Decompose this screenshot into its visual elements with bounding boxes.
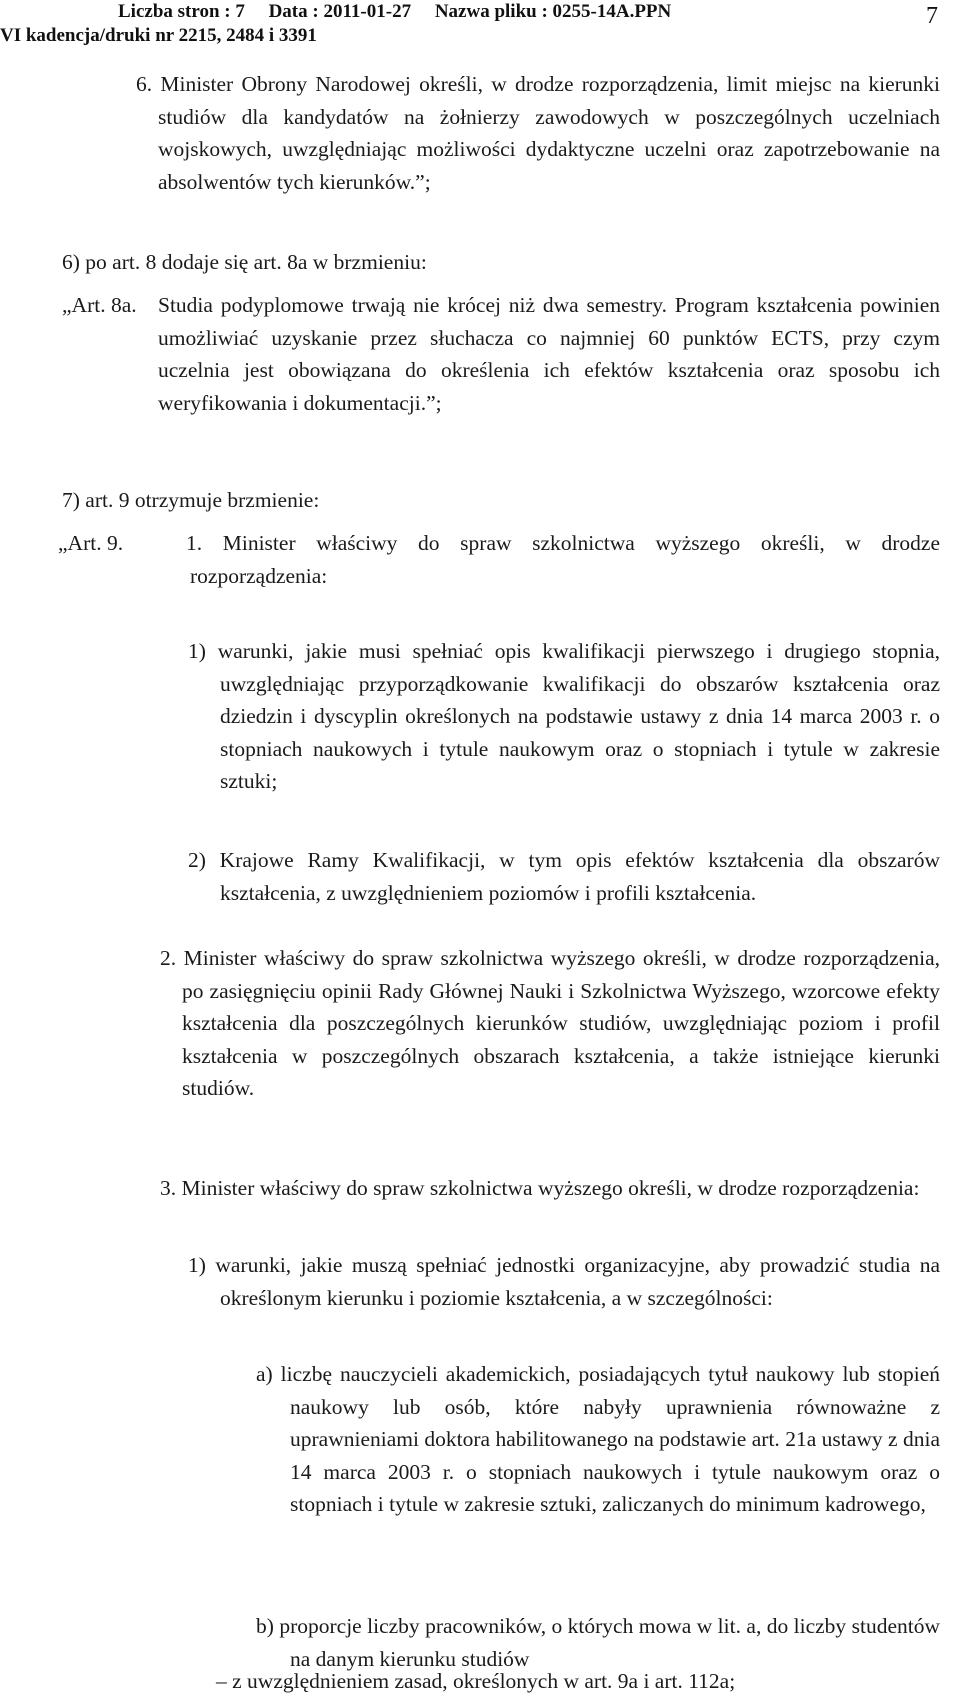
header-metadata-line: Liczba stron : 7 Data : 2011-01-27 Nazwa pliku : 0255-14A.PPN — [118, 1, 672, 22]
article-label: „Art. 9. — [58, 531, 124, 555]
art-9-ust-3-lit-a — [256, 1358, 940, 1521]
paragraph-text: 6) po art. 8 dodaje się art. 8a w brzmieniu: — [62, 250, 427, 274]
paragraph-text: – z uwzględnieniem zasad, określonych w art. 9a i art. 112a; — [216, 1669, 736, 1693]
paragraph-text: 3. Minister właściwy do spraw szkolnictwa wyższego określi, w drodze rozporządzenia: — [160, 1176, 920, 1200]
art-9-ust-3-closing-clause — [216, 1665, 940, 1698]
point-6-po-art-8 — [62, 246, 940, 279]
paragraph-text: 1) warunki, jakie musi spełniać opis kwalifikacji pierwszego i drugiego stopnia, uwzględniając przyporządkowanie kwalifikacji do obszarów kształcenia oraz dziedzin i dyscyplin określonych na podstawie ustawy z dnia 14 marca 2003 r. o stopniach naukowych i tytule naukowym oraz o stopniach i tytule w zakresie sztuki; — [188, 639, 940, 793]
paragraph-text: 7) art. 9 otrzymuje brzmienie: — [62, 488, 320, 512]
article-label: „Art. 8a. — [62, 293, 137, 317]
point-7-art-9 — [62, 484, 940, 517]
page-header — [0, 0, 960, 48]
paragraph-6 — [136, 68, 940, 198]
paragraph-text: 1) warunki, jakie muszą spełniać jednostki organizacyjne, aby prowadzić studia na określonym kierunku i poziomie kształcenia, a w szczególności: — [188, 1253, 940, 1310]
article-8a — [62, 289, 940, 419]
page-number: 7 — [926, 3, 938, 29]
paragraph-text: 6. Minister Obrony Narodowej określi, w drodze rozporządzenia, limit miejsc na kierunki studiów dla kandydatów na żołnierzy zawodowych w poszczególnych uczelniach wojskowych, uwzględniając możliwości dydaktyczne uczelni oraz zapotrzebowanie na absolwentów tych kierunków.”; — [136, 72, 940, 194]
art-9-pkt-2 — [188, 844, 940, 909]
paragraph-text: Studia podyplomowe trwają nie krócej niż dwa semestry. Program kształcenia powinien umożliwiać uzyskanie przez słuchacza co najmniej 60 punktów ECTS, przy czym uczelnia jest obowiązana do określenia ich efektów kształcenia oraz sposobu ich weryfikowania i dokumentacji.”; — [158, 293, 940, 415]
art-9-ust-3-pkt-1 — [188, 1249, 940, 1314]
article-9-ust-3 — [160, 1172, 940, 1205]
article-9-ust-2 — [160, 942, 940, 1105]
art-9-pkt-1 — [188, 635, 940, 798]
paragraph-text: 2) Krajowe Ramy Kwalifikacji, w tym opis efektów kształcenia dla obszarów kształcenia, z uwzględnieniem poziomów i profili kształcenia. — [188, 848, 940, 905]
paragraph-text: 2. Minister właściwy do spraw szkolnictwa wyższego określi, w drodze rozporządzenia, po zasięgnięciu opinii Rady Głównej Nauki i Szkolnictwa Wyższego, wzorcowe efekty kształcenia dla poszczególnych kierunków studiów, uwzględniając poziom i profil kształcenia w poszczególnych obszarach kształcenia, a także istniejące kierunki studiów. — [160, 946, 940, 1100]
paragraph-text: b) proporcje liczby pracowników, o których mowa w lit. a, do liczby studentów na danym kierunku studiów — [256, 1614, 940, 1671]
article-9-ust-1 — [58, 527, 940, 592]
paragraph-text: 1. Minister właściwy do spraw szkolnictwa wyższego określi, w drodze rozporządzenia: — [186, 531, 940, 588]
header-druk-line: VI kadencja/druki nr 2215, 2484 i 3391 — [0, 25, 317, 46]
paragraph-text: a) liczbę nauczycieli akademickich, posiadających tytuł naukowy lub stopień naukowy lub osób, które nabyły uprawnienia równoważne z uprawnieniami doktora habilitowanego na podstawie art. 21a ustawy z dnia 14 marca 2003 r. o stopniach naukowych i tytule naukowym oraz o stopniach i tytule w zakresie sztuki, zaliczanych do minimum kadrowego, — [256, 1362, 940, 1516]
